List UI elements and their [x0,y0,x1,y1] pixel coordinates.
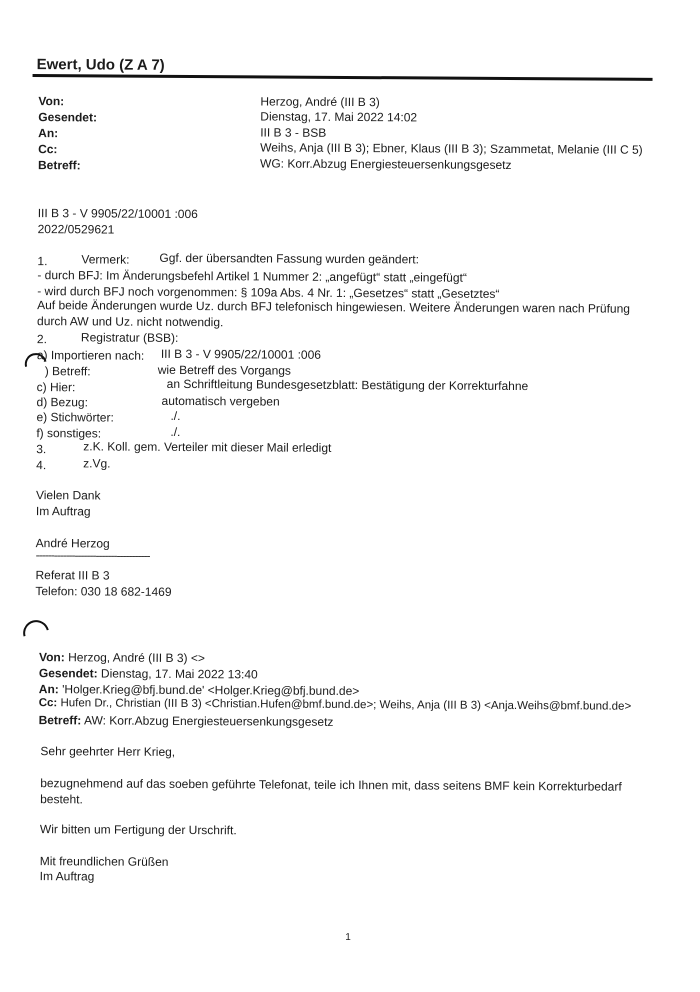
from-label: Von: [38,94,65,109]
item-number: 4. [36,458,47,473]
quoted-cc-value: Hufen Dr., Christian (III B 3) <Christian.Hufen@bmf.bund.de>; Weihs, Anja (III B 3) <Anja.Weihs@bmf.bund.de> [60,697,632,713]
signature-name: André Herzog [35,536,110,551]
subject-value: WG: Korr.Abzug Energiesteuersenkungsgesetz [259,156,512,172]
quoted-to-label: An: [38,682,59,697]
closing-thanks: Vielen Dank [35,488,101,503]
registry-value: ./. [170,424,181,439]
cc-value: Weihs, Anja (III B 3); Ebner, Klaus (III B 3); Szammetat, Melanie (III C 5) [260,140,643,157]
subject-label: Betreff: [37,158,81,173]
signature-separator: -------------------------------------- [35,548,150,563]
item-label: Registratur (BSB): [80,330,179,345]
item-number: 2. [36,332,48,347]
sent-value: Dienstag, 17. Mai 2022 14:02 [260,109,418,125]
registry-label: d) Bezug: [36,395,88,410]
header-rule [33,74,653,81]
quoted-from-label: Von: [38,650,65,665]
page-number: 1 [345,931,351,944]
from-value: Herzog, André (III B 3) [260,94,380,110]
registry-label: e) Stichwörter: [36,410,114,425]
quoted-paragraph: besteht. [40,792,83,807]
to-label: An: [38,126,59,141]
registry-value: automatisch vergeben [161,393,280,409]
sent-label: Gesendet: [38,110,98,125]
quoted-subject-value: AW: Korr.Abzug Energiesteuersenkungsgesetz [83,713,334,729]
punch-hole-mark [18,615,54,651]
registry-value: III B 3 - V 9905/22/10001 :006 [160,346,322,362]
quoted-sent-label: Gesendet: [38,666,98,681]
registry-label: a) Importieren nach: [36,348,145,363]
cc-label: Cc: [38,142,58,157]
registry-value: an Schriftleitung Bundesgesetzblatt: Bestätigung der Korrekturfahne [166,376,529,394]
item-text: z.K. Koll. gem. Verteiler mit dieser Mail erledigt [83,439,332,455]
registry-label: ) Betreff: [44,364,91,379]
document-number: 2022/0529621 [37,222,115,237]
item-number: 3. [36,442,47,457]
mailbox-owner: Ewert, Udo (Z A 7) [36,56,165,74]
quoted-from-value: Herzog, André (III B 3) <> [68,650,205,666]
quoted-subject-label: Betreff: [38,713,82,728]
quoted-cc-label: Cc: [38,697,58,710]
quoted-sent-value: Dienstag, 17. Mai 2022 13:40 [100,666,258,682]
quoted-paragraph: bezugnehmend auf das soeben geführte Telefonat, teile ich Ihnen mit, dass seitens BMF kein Korrekturbedarf [40,776,622,794]
quoted-to-value: 'Holger.Krieg@bfj.bund.de' <Holger.Krieg@bfj.bund.de> [62,682,360,699]
body-line: - wird durch BFJ noch vorgenommen: § 109a Abs. 4 Nr. 1: „Gesetzes“ statt „Gesetztes“ [37,284,500,301]
reference-number: III B 3 - V 9905/22/10001 :006 [37,206,198,222]
signature-phone: Telefon: 030 18 682-1469 [35,584,172,599]
quoted-auftrag: Im Auftrag [39,869,95,884]
closing-auftrag: Im Auftrag [35,504,91,519]
registry-value: ./. [170,408,181,423]
registry-value: wie Betreff des Vorgangs [157,362,292,378]
item-number: 1. [37,254,48,269]
item-text: z.Vg. [83,456,111,471]
registry-label: f) sonstiges: [36,426,102,441]
signature-unit: Referat III B 3 [35,568,110,583]
quoted-paragraph: Wir bitten um Fertigung der Urschrift. [39,822,237,838]
body-line: durch AW und Uz. nicht notwendig. [37,314,224,330]
quoted-greeting: Sehr geehrter Herr Krieg, [40,744,176,759]
to-value: III B 3 - BSB [260,125,327,140]
registry-label: c) Hier: [36,380,76,395]
item-label: Vermerk: [81,252,130,267]
body-line: Auf beide Änderungen wurde Uz. durch BFJ telefonisch hingewiesen. Weitere Änderungen waren nach Prüfung [37,298,630,316]
quoted-closing: Mit freundlichen Grüßen [39,854,169,869]
item-text: Ggf. der übersandten Fassung wurden geändert: [159,250,419,267]
body-line: - durch BFJ: Im Änderungsbefehl Artikel 1 Nummer 2: „angefügt“ statt „eingefügt“ [37,268,467,285]
